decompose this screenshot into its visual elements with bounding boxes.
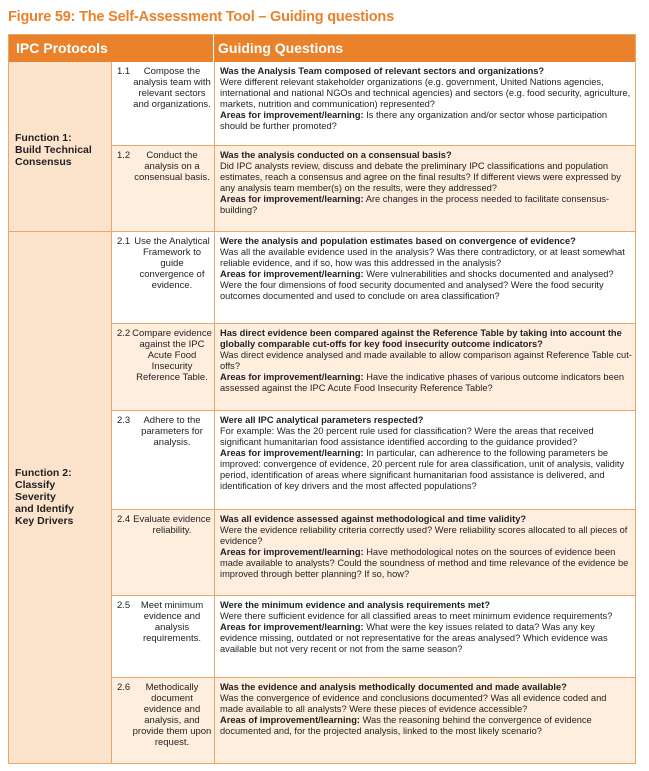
- protocol-number: 2.5: [117, 600, 131, 611]
- function-2-line-4: and Identify: [15, 503, 74, 515]
- question-detail: For example: Was the 20 percent rule used for classification? Were the areas that received significant humanitarian food assistance identified according to the guidance provided?: [220, 426, 594, 447]
- protocol-text: Adhere to the parameters for analysis.: [141, 415, 203, 448]
- protocol-cell: [112, 232, 215, 323]
- question-detail: Was direct evidence analysed and made available to allow comparison against Reference Table cut-offs?: [220, 350, 632, 371]
- protocol-text: Meet minimum evidence and analysis requirements.: [140, 600, 204, 644]
- improvement-label: Areas for improvement/learning:: [220, 269, 364, 279]
- protocol-cell: [112, 510, 215, 595]
- question-detail: Was all the available evidence used in the analysis? Was there contradictory, or at least somewhat reliable evidence, and if so, how was this addressed in the analysis?: [220, 247, 625, 268]
- protocol-cell: [112, 324, 215, 410]
- guiding-question: Was the analysis conducted on a consensual basis?: [220, 150, 452, 160]
- table-row: [112, 232, 635, 324]
- table-row: [112, 678, 635, 763]
- protocol-cell: [112, 146, 215, 231]
- function-1-line-2: Build Technical: [15, 144, 92, 156]
- protocol-text: Methodically document evidence and analysis, and provide them upon request.: [132, 682, 212, 748]
- guiding-question: Was all evidence assessed against methodological and time validity?: [220, 514, 527, 524]
- protocol-number: 2.1: [117, 236, 131, 247]
- function-1-cell: [9, 62, 112, 232]
- improvement-label: Areas for improvement/learning:: [220, 372, 364, 382]
- guiding-question: Were the minimum evidence and analysis requirements met?: [220, 600, 491, 610]
- question-cell: [220, 415, 632, 492]
- improvement-label: Areas for improvement/learning:: [220, 547, 364, 557]
- protocol-cell: [112, 596, 215, 677]
- guiding-question: Were the analysis and population estimates based on convergence of evidence?: [220, 236, 576, 246]
- protocol-cell: [112, 62, 215, 145]
- question-cell: [220, 66, 632, 132]
- question-cell: [220, 328, 632, 394]
- guiding-question: Was the evidence and analysis methodically documented and made available?: [220, 682, 567, 692]
- table-row: [112, 596, 635, 678]
- function-1-name: [15, 132, 110, 168]
- table-row: [112, 146, 635, 232]
- improvement-note: [220, 448, 632, 492]
- improvement-note: [220, 269, 632, 302]
- improvement-label: Areas for improvement/learning:: [220, 194, 364, 204]
- protocol-cell: [112, 678, 215, 763]
- protocol-number: 2.4: [117, 514, 131, 525]
- guiding-question: Was the Analysis Team composed of relevant sectors and organizations?: [220, 66, 545, 76]
- question-cell: [220, 600, 632, 655]
- improvement-note: [220, 547, 632, 580]
- header-guiding-questions: Guiding Questions: [218, 40, 344, 56]
- improvement-text: Were vulnerabilities and shocks documented and analysed? Were the four dimensions of food security documented and analysed? Were the food security outcomes documented and used to conclude on area classification?: [220, 269, 614, 301]
- question-detail: Were different relevant stakeholder organizations (e.g. government, United Nations agencies, international and national NGOs and technical agencies) and sectors (e.g. food security, agriculture, markets, nutrition and communication) represented?: [220, 77, 631, 109]
- question-detail: Did IPC analysts review, discuss and debate the preliminary IPC classifications and population estimates, reach a consensus and agree on the final results? If different views were expressed by any analysis team member(s) on the results, were they addressed?: [220, 161, 621, 193]
- improvement-note: [220, 622, 632, 655]
- figure-title: Figure 59: The Self-Assessment Tool – Guiding questions: [8, 9, 394, 25]
- function-2-cell: [9, 232, 112, 763]
- improvement-text: Is there any organization and/or sector whose participation should be further promoted?: [220, 110, 608, 131]
- improvement-text: What were the key issues related to data? Was any key evidence missing, outdated or not representative for the areas analysed? Which evidence was available but not very recent or not from the same season?: [220, 622, 608, 654]
- question-cell: [220, 150, 632, 216]
- protocol-text: Evaluate evidence reliability.: [133, 514, 211, 536]
- guiding-questions-table: [8, 34, 636, 764]
- question-cell: [220, 236, 632, 302]
- protocol-cell: [112, 411, 215, 509]
- function-1-line-1: Function 1:: [15, 132, 72, 144]
- protocol-number: 2.3: [117, 415, 131, 426]
- question-cell: [220, 682, 632, 737]
- table-row: [112, 510, 635, 596]
- improvement-note: [220, 715, 632, 737]
- header-divider: [213, 35, 214, 62]
- guiding-question: Were all IPC analytical parameters respected?: [220, 415, 424, 425]
- table-row: [112, 324, 635, 411]
- improvement-text: Have the indicative phases of various outcome indicators been assessed against the IPC Acute Food Insecurity Reference Table?: [220, 372, 625, 393]
- improvement-label: Areas for improvement/learning:: [220, 110, 364, 120]
- function-2-line-3: Severity: [15, 491, 56, 503]
- protocol-text: Compare evidence against the IPC Acute Food Insecurity Reference Table.: [132, 328, 212, 383]
- table-row: [112, 411, 635, 510]
- question-detail: Was the convergence of evidence and conclusions documented? Was all evidence coded and made available to all analysts? Were these pieces of evidence accessible?: [220, 693, 607, 714]
- improvement-note: [220, 372, 632, 394]
- function-2-name: [15, 467, 110, 527]
- improvement-text: Have methodological notes on the sources of evidence been made available to analysts? Could the soundness of method and time relevance of the evidence be improved through better planning? If so, how?: [220, 547, 629, 579]
- protocol-text: Conduct the analysis on a consensual basis.: [134, 150, 210, 183]
- function-1-line-3: Consensus: [15, 156, 72, 168]
- improvement-label: Areas for improvement/learning:: [220, 448, 364, 458]
- table-header: [9, 35, 635, 62]
- protocol-number: 1.2: [117, 150, 131, 161]
- protocol-number: 2.2: [117, 328, 131, 339]
- header-ipc-protocols: IPC Protocols: [16, 40, 108, 56]
- question-cell: [220, 514, 632, 580]
- improvement-text: Are changes in the process needed to facilitate consensus-building?: [220, 194, 610, 215]
- function-2-line-2: Classify: [15, 479, 56, 491]
- improvement-note: [220, 110, 632, 132]
- protocol-text: Use the Analytical Framework to guide convergence of evidence.: [134, 236, 210, 291]
- improvement-label: Areas of improvement/learning:: [220, 715, 361, 725]
- question-detail: Were the evidence reliability criteria correctly used? Were reliability scores allocated to all pieces of evidence?: [220, 525, 628, 546]
- improvement-text: Was the reasoning behind the convergence of evidence documented and, for the projected analysis, linked to the most likely scenario?: [220, 715, 592, 736]
- improvement-text: In particular, can adherence to the following parameters be improved: convergence of evidence, 20 percent rule for area classification, unit of analysis, validity period, identification of areas where significant humanitarian food assistance is delivered, and identification of key drivers and the most affected populations?: [220, 448, 625, 491]
- improvement-label: Areas for improvement/learning:: [220, 622, 364, 632]
- function-2-line-1: Function 2:: [15, 467, 72, 479]
- guiding-question: Has direct evidence been compared against the Reference Table by taking into account the globally comparable cut-offs for key food insecurity outcome indicators?: [220, 328, 622, 349]
- table-row: [112, 62, 635, 146]
- protocol-number: 2.6: [117, 682, 131, 693]
- protocol-text: Compose the analysis team with relevant sectors and organizations.: [133, 66, 211, 110]
- question-detail: Were there sufficient evidence for all classified areas to meet minimum evidence requirements?: [220, 611, 613, 621]
- protocol-number: 1.1: [117, 66, 131, 77]
- improvement-note: [220, 194, 632, 216]
- function-2-line-5: Key Drivers: [15, 515, 74, 527]
